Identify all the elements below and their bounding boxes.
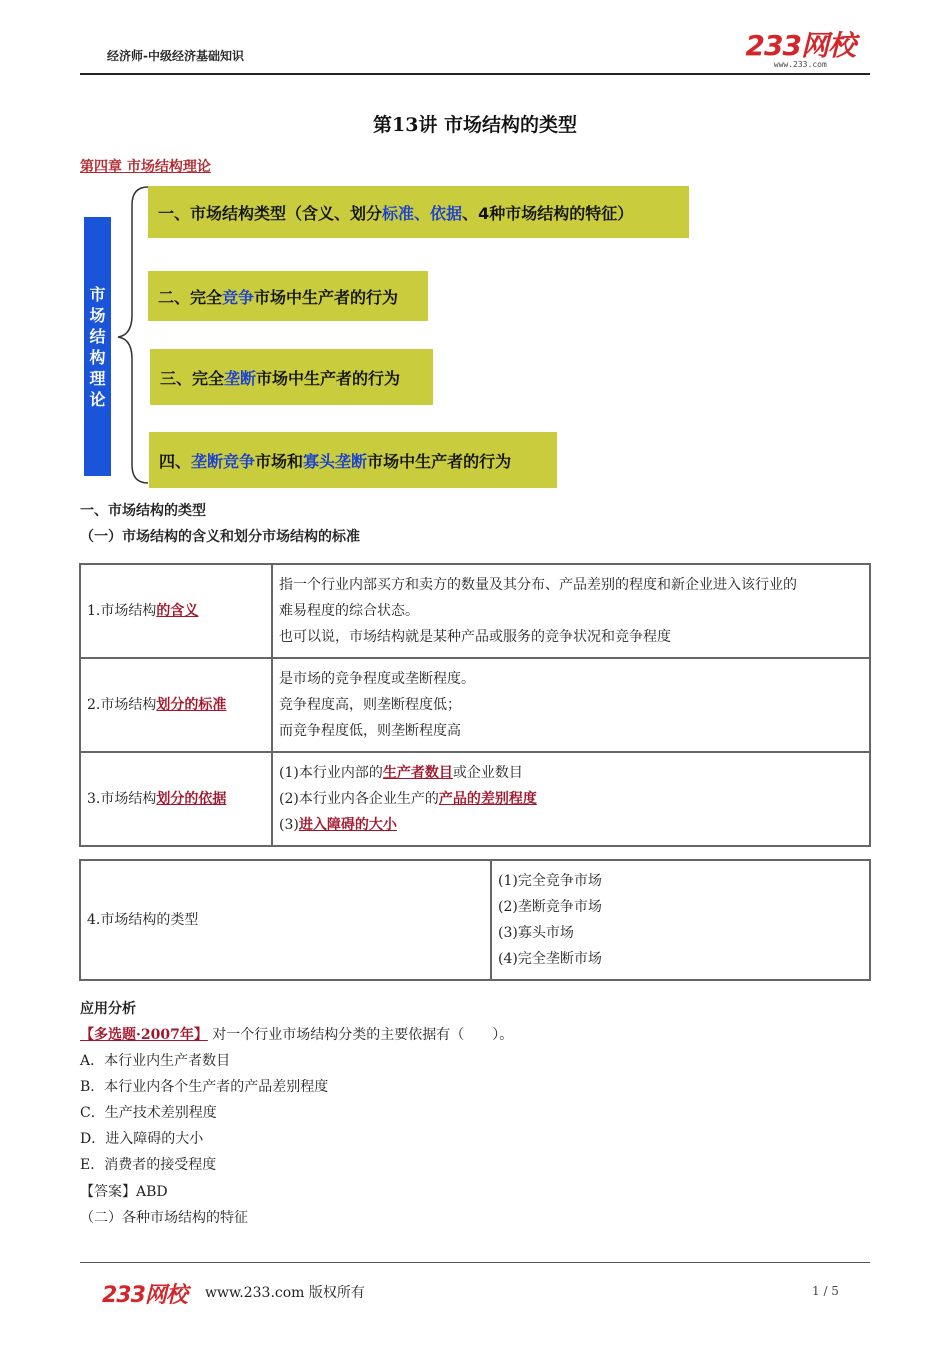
chapter-title: 第四章 市场结构理论 xyxy=(80,159,211,175)
table-row xyxy=(80,752,870,846)
diagram-box-1: 一、市场结构类型（含义、划分 标准 、 依据 、4种市场结构的特征） xyxy=(148,186,689,238)
vlabel-char: 场 xyxy=(89,306,106,325)
header-divider xyxy=(80,73,870,75)
option: A．本行业内生产者数目 xyxy=(80,1053,231,1069)
row-label: 2.市场结构划分的标准 xyxy=(80,658,272,752)
analysis-heading: 应用分析 xyxy=(80,1001,136,1017)
answer: 【答案】ABD xyxy=(80,1184,168,1200)
row-content: (1)完全竞争市场 (2)垄断竞争市场 (3)寡头市场 (4)完全垄断市场 xyxy=(491,860,870,980)
section-subheading: （一）市场结构的含义和划分市场结构的标准 xyxy=(80,529,360,545)
option: E．消费者的接受程度 xyxy=(80,1157,217,1173)
row-label: 1.市场结构的含义 xyxy=(80,564,272,658)
vlabel-char: 结 xyxy=(89,327,106,346)
vlabel-char: 市 xyxy=(89,285,106,304)
table-row xyxy=(80,860,870,980)
brand-logo xyxy=(745,29,855,69)
row-content: (1)本行业内部的生产者数目或企业数目 (2)本行业内各企业生产的产品的差别程度 (3)进入障碍的大小 xyxy=(272,752,870,846)
row-label: 4.市场结构的类型 xyxy=(80,860,491,980)
diagram-box-3: 三、完全 垄断 市场中生产者的行为 xyxy=(150,349,433,405)
page-number: 1 / 5 xyxy=(812,1284,839,1298)
diagram-box-4: 四、 垄断竞争 市场和 寡头垄断 市场中生产者的行为 xyxy=(149,432,557,488)
vlabel-char: 论 xyxy=(89,390,106,409)
question xyxy=(80,1024,513,1044)
row-content: 指一个行业内部买方和卖方的数量及其分布、产品差别的程度和新企业进入该行业的 难易程度的综合状态。 也可以说，市场结构就是某种产品或服务的竞争状况和竞争程度 xyxy=(272,564,870,658)
table-row xyxy=(80,658,870,752)
diagram-vertical-label xyxy=(84,217,111,476)
vlabel-char: 理 xyxy=(89,369,106,388)
logo-url: www.233.com xyxy=(773,60,827,69)
row-content: 是市场的竞争程度或垄断程度。 竞争程度高，则垄断程度低； 而竞争程度低，则垄断程度高 xyxy=(272,658,870,752)
table-row xyxy=(80,564,870,658)
question-text: 对一个行业市场结构分类的主要依据有（ ）。 xyxy=(212,1027,514,1043)
option: B．本行业内各个生产者的产品差别程度 xyxy=(80,1079,329,1095)
brace-icon xyxy=(112,185,152,485)
diagram-box-2: 二、完全 竞争 市场中生产者的行为 xyxy=(148,271,428,321)
row-label: 3.市场结构划分的依据 xyxy=(80,752,272,846)
vlabel-char: 构 xyxy=(89,348,106,367)
course-title: 经济师-中级经济基础知识 xyxy=(107,49,244,63)
option: D．进入障碍的大小 xyxy=(80,1131,204,1147)
logo-text: 233网校 xyxy=(745,29,855,62)
types-table xyxy=(79,859,871,981)
option: C．生产技术差别程度 xyxy=(80,1105,217,1121)
footer-divider xyxy=(80,1262,870,1263)
question-tag: 【多选题·2007年】 xyxy=(80,1027,208,1043)
section-heading: 一、市场结构的类型 xyxy=(80,503,206,519)
page-title: 第13讲 市场结构的类型 xyxy=(372,114,578,136)
footer-logo: 233网校 xyxy=(102,1283,187,1308)
definition-table xyxy=(79,563,871,847)
footer-text: www.233.com 版权所有 xyxy=(205,1285,365,1301)
next-section-heading: （二）各种市场结构的特征 xyxy=(80,1210,248,1226)
